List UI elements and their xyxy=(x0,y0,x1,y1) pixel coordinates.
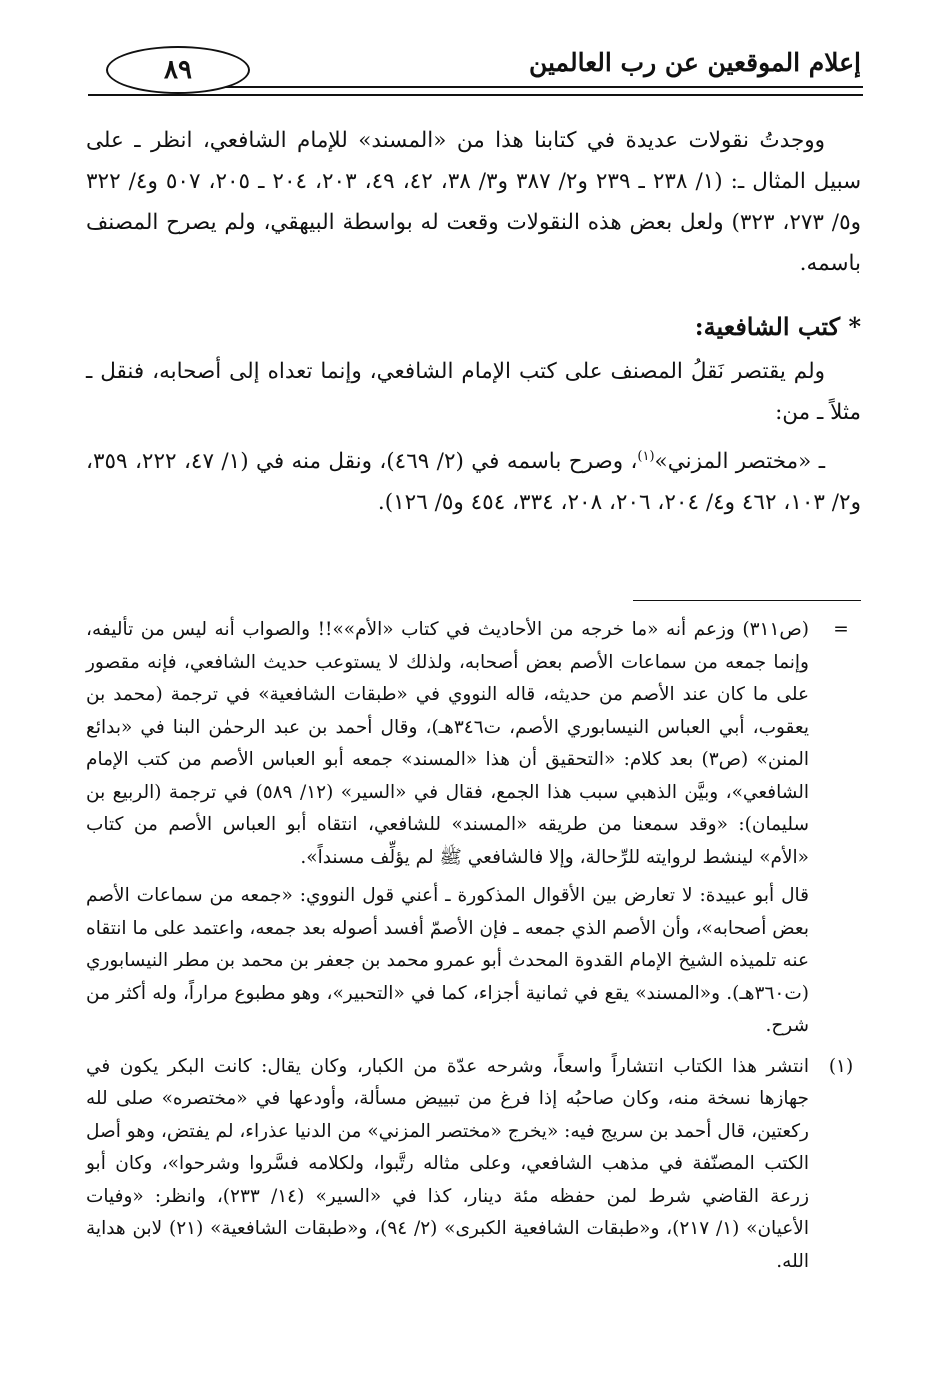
footnote-continued xyxy=(86,614,861,1043)
page-number-badge: ٨٩ xyxy=(106,46,250,94)
footnote-number: (١) xyxy=(828,1055,854,1077)
spacer xyxy=(86,284,861,292)
footnote-1-text: انتشر هذا الكتاب انتشاراً واسعاً، وشرحه عدّة من الكبار، وكان يقال: كانت البكر يكون في جهازها نسخة منه، وكان صاحبُه إذا فرغ من تبييض مسألة، وأودعها في «مختصره» صلى لله ركعتين، قال أحمد بن سريج فيه: «يخرج «مختصر المزني» من الدنيا عذراء، لم يفتض، وهو أصل الكتب المصنّفة في مذهب الشافعي، وعلى مثاله رتَّبوا، ولكلامه فسَّروا وشرحوا»، وكان أبو زرعة القاضي شرط لمن حفظه مئة دينار، كذا في «السير» (١٤/ ٢٣٣)، وانظر: «وفيات الأعيان» (١/ ٢١٧)، و«طبقات الشافعية الكبرى» (٢/ ٩٤)، و«طبقات الشافعية» (٢١) لابن هداية الله. xyxy=(86,1055,810,1272)
footnotes xyxy=(86,614,861,1286)
footnote-separator xyxy=(633,600,861,601)
paragraph-musnad-quotes: ووجدتُ نقولات عديدة في كتابنا هذا من «المسند» للإمام الشافعي، انظر ـ على سبيل المثال ـ: (١/ ٢٣٨ ـ ٢٣٩ و٢/ ٣٨٧ و٣/ ٣٨، ٤٢، ٤٩، ٢٠٣، ٢٠٤ ـ ٢٠٥، ٥٠٧ و٤/ ٣٢٢ و٥/ ٢٧٣، ٣٢٣) ولعل بعض هذه النقولات وقعت له بواسطة البيهقي، ولم يصرح المصنف باسمه. xyxy=(86,128,862,276)
header-rule-bottom xyxy=(88,94,863,96)
continuation-marker: = xyxy=(833,619,849,640)
footnote-continued-text: (ص٣١١) وزعم أنه «ما خرجه من الأحاديث في كتاب «الأم»»!! والصواب أنه ليس من تأليفه، وإنما جمعه من سماعات الأصم بعض أصحابه، ولذلك لا يستوعب حديث الشافعي، فإنه مقصور على ما كان عند الأصم من حديثه، قاله النووي في «طبقات الشافعية» في ترجمة (محمد بن يعقوب، أبي العباس النيسابوري الأصم، ت٣٤٦هـ)، وقال أحمد بن عبد الرحمٰن البنا في «بدائع المنن» (ص٣) بعد كلام: «التحقيق أن هذا «المسند» جمعه أبو العباس الأصم من كتب الإمام الشافعي»، وبيَّن الذهبي سبب هذا الجمع، فقال في «السير» (١٢/ ٥٨٩) في ترجمة (الربيع بن سليمان): «وقد سمعنا من طريقه «المسند» للشافعي، انتقاه أبو العباس الأصم من كتاب «الأم» لينشط لروايته للرِّحالة، وإلا فالشافعي ﷺ لم يؤلِّف مسنداً». xyxy=(86,619,810,868)
header-rule-top xyxy=(208,86,863,88)
spacer xyxy=(86,433,861,441)
item-lead: ـ «مختصر المزني» xyxy=(654,449,826,474)
asterisk-mark: * xyxy=(848,312,861,341)
list-item-mukhtasar-muzani xyxy=(86,441,861,523)
book-title: إعلام الموقعين عن رب العالمين xyxy=(528,48,861,77)
main-text xyxy=(86,120,861,523)
running-header xyxy=(88,46,863,102)
item-rest: ، وصرح باسمه في (٢/ ٤٦٩)، ونقل منه في (١/ ٤٧، ٢٢٢، ٣٥٩، و٢/ ١٠٣، ٤٦٢ و٤/ ٢٠٤، ٢٠٦، ٢٠٨، ٣٣٤، ٤٥٤ و٥/ ١٢٦). xyxy=(86,449,861,515)
footnote-1 xyxy=(86,1051,861,1279)
section-heading xyxy=(86,306,861,347)
footnote-continued-text-2: قال أبو عبيدة: لا تعارض بين الأقوال المذكورة ـ أعني قول النووي: «جمعه من سماعات الأصم بعض أصحابه»، وأن الأصم الذي جمعه ـ فإن الأصمّ أفسد أصوله بعد جمعه، واعتمد على ما انتقاه عنه تلميذه الشيخ الإمام القدوة المحدث أبو عمرو محمد بن جعفر بن محمد بن مطر النيسابوري (ت٣٦٠هـ). و«المسند» يقع في ثمانية أجزاء، كما في «التحبير»، وهو مطبوع مراراً، وله أكثر من شرح. xyxy=(86,885,809,1036)
section-heading-text: كتب الشافعية: xyxy=(694,312,841,341)
paragraph-shafii-companions: ولم يقتصر نَقلُ المصنف على كتب الإمام الشافعي، وإنما تعداه إلى أصحابه، فنقل ـ مثلاً ـ من: xyxy=(86,359,861,425)
footnote-reference[interactable]: (١) xyxy=(637,448,655,464)
